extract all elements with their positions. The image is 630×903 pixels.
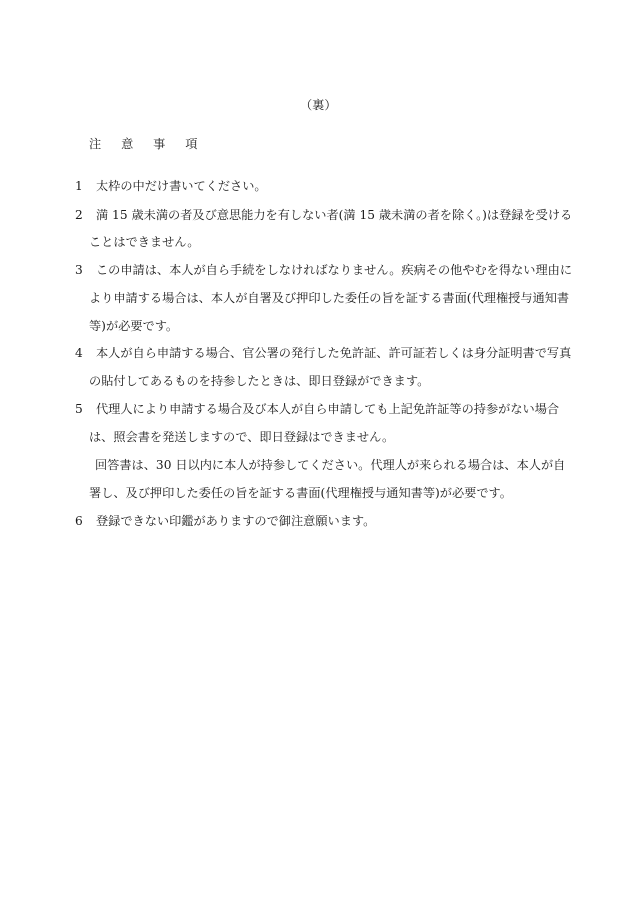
note-text: 署し、及び押印した委任の旨を証する書面(代理権授与通知書等)が必要です。 (89, 486, 512, 500)
note-6 (75, 515, 555, 527)
note-number: 6 (75, 514, 83, 528)
section-title-char: 項 (185, 137, 198, 151)
note-text: 太枠の中だけ書いてください。 (96, 179, 267, 193)
note-text: 回答書は、30 日以内に本人が持参してください。代理人が来られる場合は、本人が自 (95, 458, 566, 472)
note-5-sub-paragraph (75, 459, 575, 471)
note-3 (75, 263, 573, 277)
note-text: この申請は、本人が自ら手続をしなければなりません。疾病その他やむを得ない理由に (96, 263, 573, 277)
note-text: 代理人により申請する場合及び本人が自ら申請しても上記免許証等の持参がない場合 (96, 402, 560, 416)
note-1 (75, 180, 555, 192)
note-2 (75, 208, 573, 222)
note-number: 4 (75, 346, 83, 360)
note-5-sub-continuation (75, 487, 569, 499)
section-title-char: 注 (89, 137, 102, 151)
note-text: 満 15 歳未満の者及び意思能力を有しない者(満 15 歳未満の者を除く。)は登録を受ける (96, 208, 573, 222)
note-text: ことはできません。 (89, 235, 200, 249)
note-text: より申請する場合は、本人が自署及び押印した委任の旨を証する書面(代理権授与通知書 (89, 291, 570, 305)
note-3-continuation (75, 320, 569, 332)
note-text: の貼付してあるものを持参したときは、即日登録ができます。 (89, 374, 430, 388)
note-3-continuation (75, 292, 569, 304)
note-text: 登録できない印鑑がありますので御注意願います。 (96, 514, 376, 528)
section-title (89, 138, 213, 150)
reverse-side-label: （裏） (300, 98, 337, 112)
note-number: 5 (75, 402, 83, 416)
note-number: 2 (75, 208, 83, 222)
section-title-char: 事 (153, 137, 166, 151)
note-5-continuation (75, 431, 569, 443)
note-text: 本人が自ら申請する場合、官公署の発行した免許証、許可証若しくは身分証明書で写真 (96, 346, 572, 360)
note-number: 1 (75, 179, 83, 193)
note-text: 等)が必要です。 (89, 319, 179, 333)
note-4-continuation (75, 375, 569, 387)
section-title-char: 意 (121, 137, 134, 151)
note-4 (75, 346, 572, 360)
note-5 (75, 402, 560, 416)
note-number: 3 (75, 263, 83, 277)
note-text: は、照会書を発送しますので、即日登録はできません。 (89, 430, 395, 444)
note-2-continuation (75, 236, 569, 248)
